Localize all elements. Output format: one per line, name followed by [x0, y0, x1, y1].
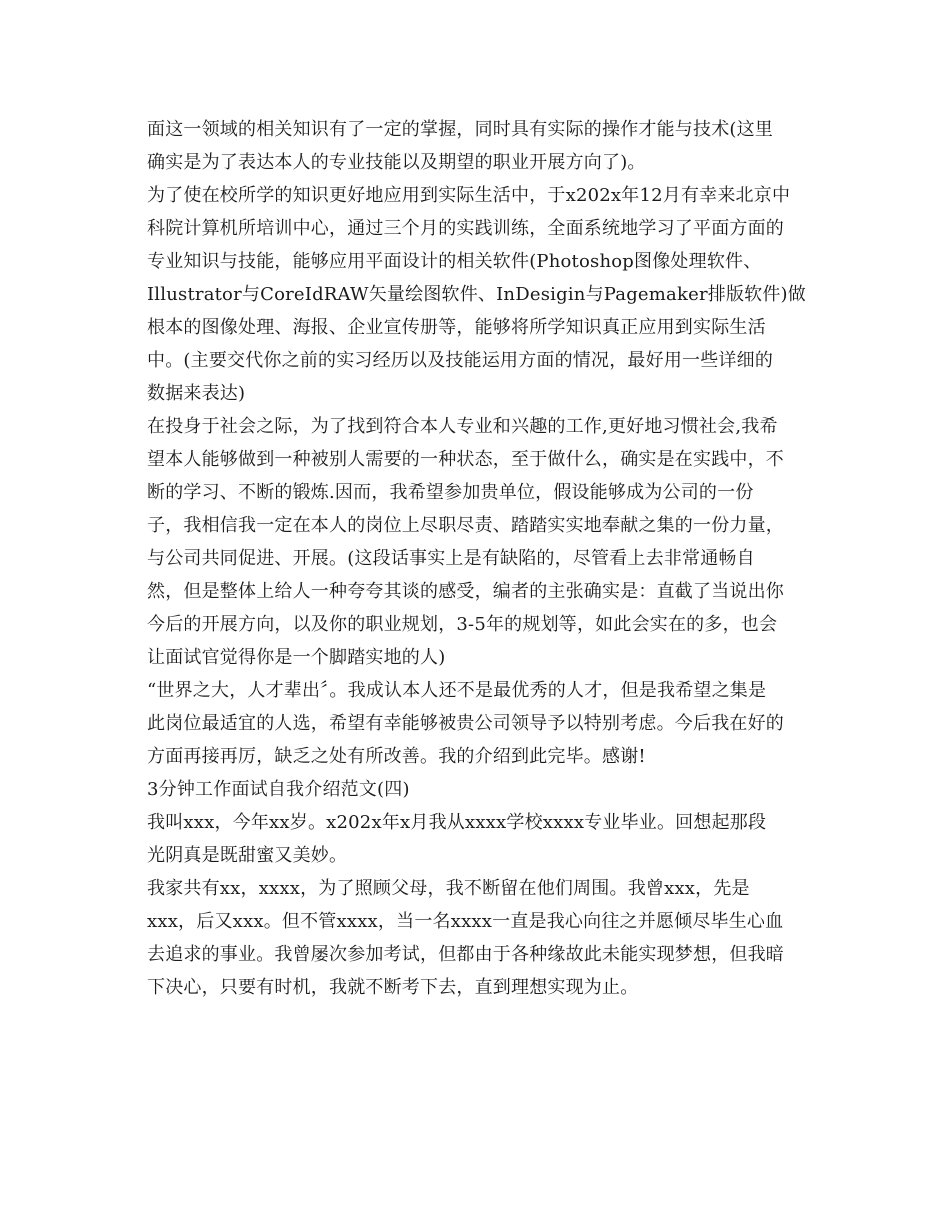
text-line: 确实是为了表达本人的专业技能以及期望的职业开展方向了)。 — [147, 152, 646, 173]
text-line: 为了使在校所学的知识更好地应用到实际生活中，于x202x年12月有幸来北京中 — [147, 185, 791, 206]
text-line: 中。(主要交代你之前的实习经历以及技能运用方面的情况，最好用一些详细的 — [147, 350, 774, 371]
text-line: 子，我相信我一定在本人的岗位上尽职尽责、踏踏实实地奉献之集的一份力量， — [147, 515, 784, 536]
text-line: Illustrator与CoreIdRAW矢量绘图软件、InDesigin与Pagemaker排版软件)做 — [147, 284, 806, 305]
text-line: 数据来表达) — [147, 383, 246, 404]
text-line: 断的学习、不断的锻炼.因而，我希望参加贵单位，假设能够成为公司的一份 — [147, 482, 754, 503]
text-line: 光阴真是既甜蜜又美妙。 — [147, 845, 348, 866]
text-line: 我家共有xx，xxxx，为了照顾父母，我不断留在他们周围。我曾xxx，先是 — [147, 878, 750, 899]
text-line: 今后的开展方向，以及你的职业规划，3-5年的规划等，如此会实在的多，也会 — [147, 614, 778, 635]
text-line: 下决心，只要有时机，我就不断考下去，直到理想实现为止。 — [147, 977, 639, 998]
text-line: 方面再接再厉，缺乏之处有所改善。我的介绍到此完毕。感谢! — [147, 746, 646, 767]
section-heading: 3分钟工作面试自我介绍范文(四) — [147, 779, 410, 800]
text-line: 与公司共同促进、开展。(这段话事实上是有缺陷的，尽管看上去非常通畅自 — [147, 548, 755, 569]
text-line: 我叫xxx，今年xx岁。x202x年x月我从xxxx学校xxxx专业毕业。回想起那段 — [147, 812, 767, 833]
text-line: xxx，后又xxx。但不管xxxx，当一名xxxx一直是我心向往之并愿倾尽毕生心血 — [147, 911, 784, 932]
text-line: 然，但是整体上给人一种夸夸其谈的感受，编者的主张确实是：直截了当说出你 — [147, 581, 784, 602]
text-line: 望本人能够做到一种被别人需要的一种状态，至于做什么，确实是在实践中，不 — [147, 449, 784, 470]
text-line: 根本的图像处理、海报、企业宣传册等，能够将所学知识真正应用到实际生活 — [147, 317, 766, 338]
text-line: “世界之大，人才辈出〞。我成认本人还不是最优秀的人才，但是我希望之集是 — [147, 680, 767, 701]
text-line: 在投身于社会之际，为了找到符合本人专业和兴趣的工作,更好地习惯社会,我希 — [147, 416, 778, 437]
text-line: 让面试官觉得你是一个脚踏实地的人) — [147, 647, 446, 668]
document-body — [147, 113, 812, 1004]
text-line: 去追求的事业。我曾屡次参加考试，但都由于各种缘故此未能实现梦想，但我暗 — [147, 944, 784, 965]
text-line: 科院计算机所培训中心，通过三个月的实践训练，全面系统地学习了平面方面的 — [147, 218, 784, 239]
text-line: 面这一领域的相关知识有了一定的掌握，同时具有实际的操作才能与技术(这里 — [147, 119, 774, 140]
text-line: 专业知识与技能，能够应用平面设计的相关软件(Photoshop图像处理软件、 — [147, 251, 762, 272]
text-line: 此岗位最适宜的人选，希望有幸能够被贵公司领导予以特别考虑。今后我在好的 — [147, 713, 784, 734]
